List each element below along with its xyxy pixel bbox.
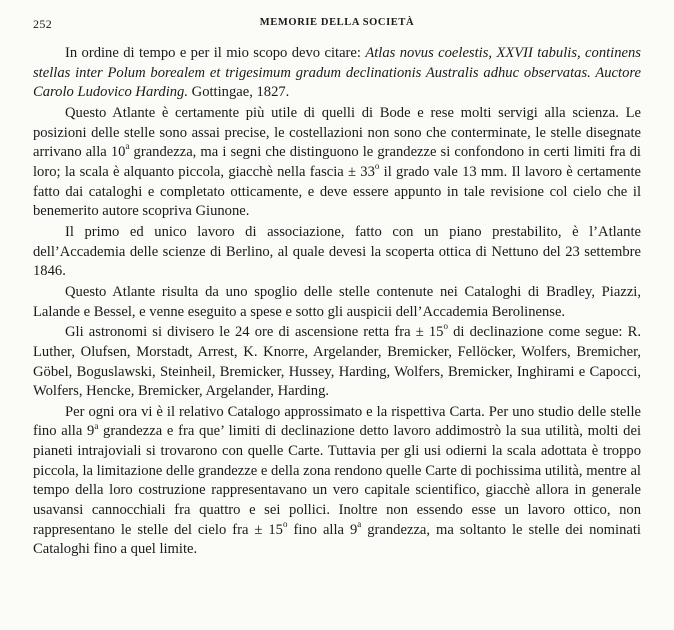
text-run: Questo Atlante è certamente più utile di quelli di Bode e rese molti servigi alla scienza. Le posizioni delle stelle sono assai precise, le costellazioni non sono che conterminate, le stelle disegnate arrivano alla 10 xyxy=(33,104,641,161)
paragraph-harding-atlas xyxy=(33,104,641,222)
degree-superscript: o xyxy=(374,161,380,172)
running-title: MEMORIE DELLA SOCIETÀ xyxy=(259,17,415,28)
paragraph-catalogues: Questo Atlante risulta da uno spoglio delle stelle contenute nei Cataloghi di Bradley, Piazzi, Lalande e Bessel, e venne eseguito a spese e sotto gli auspicii dell’Accademia Berolinense. xyxy=(33,283,641,320)
superscript: a xyxy=(125,141,130,152)
paragraph-berlin-atlas: Il primo ed unico lavoro di associazione, fatto con un piano prestabilito, è l’Atlante dell’Accademia delle scienze di Berlino, al quale devesi la scoperta ottica di Nettuno del 23 settembre 1846. xyxy=(33,223,641,280)
text-run: grandezza, ma soltanto le stelle dei nominati Cataloghi fino a quel limite. xyxy=(33,521,641,558)
page-header xyxy=(33,17,641,33)
superscript: a xyxy=(94,420,99,431)
page-number: 252 xyxy=(33,17,53,31)
text-run: di declinazione come segue: R. Luther, Olufsen, Morstadt, Arrest, K. Knorre, Argelander, Bremicker, Fellöcker, Wolfers, Bremicher, Göbel, Boguslawski, Steinheil, Bremicker, Hussey, Harding, Wolfers, Bremicker, Inghirami e Capocci, Wolfers, Hencke, Bremicker, Argelander, Harding. xyxy=(33,324,641,400)
text-run: fino alla 9 xyxy=(287,521,358,538)
text-run: Gli astronomi si divisero le 24 ore di ascensione retta fra ± 15 xyxy=(65,324,444,341)
text-run: grandezza e fra que’ limiti di declinazione detto lavoro addimostrò la sua utilità, molti dei pianeti intrajoviali si trovarono con quelle Carte. Tuttavia per gli usi odierni la scala adottata è troppo piccola, la limitazione delle grandezze e della zona rendono quelle Carte di pochissima utilità, mentre al tempo della loro costruzione rappresentavano un vero capitale scientifico, giacchè allora in generale usavansi cannocchiali fra quattro e sei pollici. Inoltre non essendo esse un lavoro ottico, non rappresentano le stelle del cielo fra ± 15 xyxy=(33,423,641,538)
text-run: Per ogni ora vi è il relativo Catalogo approssimato e la rispettiva Carta. Per uno studio delle stelle fino alla 9 xyxy=(33,403,641,440)
text-run: grandezza, ma i segni che distinguono le grandezze si confondono in certi limiti fra di loro; la scala è alquanto piccola, giacchè nella fascia ± 33 xyxy=(33,144,641,180)
citation-intro: In ordine di tempo e per il mio scopo devo citare: xyxy=(65,45,366,61)
paragraph-astronomers xyxy=(33,323,641,402)
degree-superscript: o xyxy=(282,518,288,529)
atlas-title: Atlas novus coelestis, XXVII tabulis, continens stellas inter Polum borealem et trigesimum gradum declinationis Australis adhuc observatas. Auctore Carolo Ludovico Harding. xyxy=(33,45,641,101)
text-run: il grado vale 13 mm. Il lavoro è certamente fatto dai cataloghi e completato otticamente, e deve essere appunto in tale revisione col cielo che il benemerito autore scopriva Giunone. xyxy=(33,163,641,220)
degree-superscript: o xyxy=(443,321,448,332)
body-text xyxy=(33,44,641,560)
superscript: a xyxy=(357,518,362,529)
paragraph-charts-evaluation xyxy=(33,403,641,560)
citation-place-date: Gottingae, 1827. xyxy=(188,84,290,101)
paragraph-atlas-citation xyxy=(33,44,641,103)
